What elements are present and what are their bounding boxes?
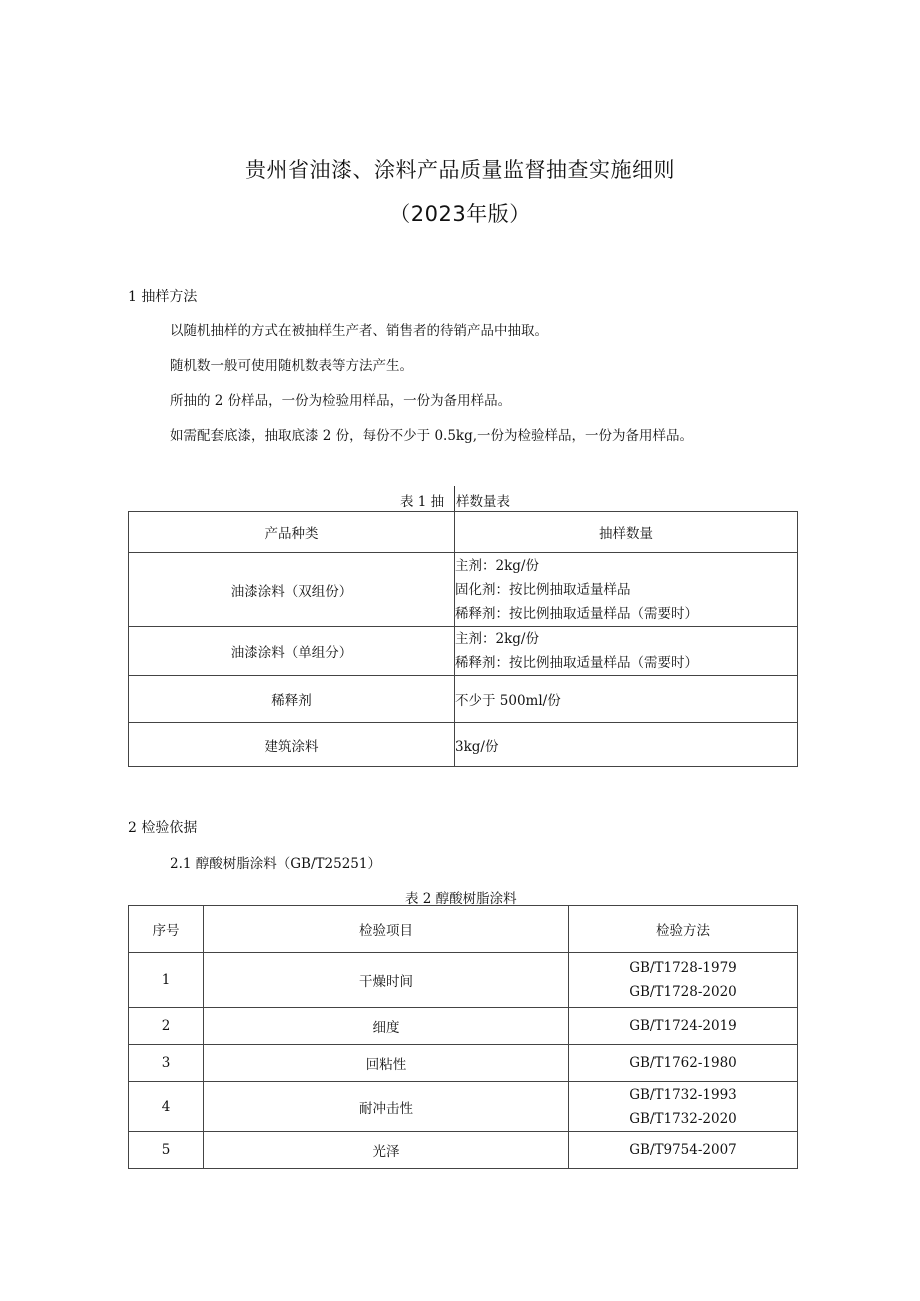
table-row (129, 676, 798, 723)
serial-number: 4 (129, 1082, 204, 1132)
document-subtitle: （2023年版） (389, 202, 531, 226)
subsection-heading: 2.1 醇酸树脂涂料（GB/T25251） (170, 856, 381, 872)
quantity-line: 稀释剂：按比例抽取适量样品（需要时） (455, 605, 698, 622)
product-category: 建筑涂料 (129, 723, 455, 767)
table-row (129, 1082, 798, 1132)
serial-number: 2 (129, 1008, 204, 1045)
inspection-item: 回粘性 (204, 1045, 569, 1082)
table-row (129, 627, 798, 676)
header-inspection-method: 检验方法 (569, 906, 798, 953)
inspection-method: GB/T1724-2019 (569, 1008, 798, 1045)
method-line: GB/T1732-2020 (629, 1110, 737, 1127)
product-category: 油漆涂料（单组分） (129, 627, 455, 676)
paragraph: 所抽的 2 份样品，一份为检验用样品，一份为备用样品。 (170, 393, 512, 409)
inspection-method (569, 1082, 798, 1132)
inspection-item: 干燥时间 (204, 953, 569, 1008)
table-header-row (129, 512, 798, 553)
header-product-category: 产品种类 (129, 512, 455, 553)
alkyd-resin-coating-table (128, 905, 798, 1169)
sampling-quantity: 不少于 500ml/份 (455, 676, 798, 723)
table-row (129, 953, 798, 1008)
table-row (129, 1132, 798, 1169)
serial-number: 3 (129, 1045, 204, 1082)
quantity-line: 主剂：2kg/份 (455, 557, 539, 574)
table-row (129, 1008, 798, 1045)
product-category: 油漆涂料（双组份） (129, 553, 455, 627)
quantity-line: 主剂：2kg/份 (455, 631, 539, 647)
method-line: GB/T1728-2020 (629, 984, 737, 1000)
method-line: GB/T1728-1979 (629, 960, 737, 976)
method-line: GB/T1732-1993 (629, 1086, 737, 1103)
inspection-item: 耐冲击性 (204, 1082, 569, 1132)
product-category: 稀释剂 (129, 676, 455, 723)
header-inspection-item: 检验项目 (204, 906, 569, 953)
inspection-item: 细度 (204, 1008, 569, 1045)
quantity-line: 固化剂：按比例抽取适量样品 (455, 581, 631, 598)
table-row (129, 1045, 798, 1082)
paragraph: 以随机抽样的方式在被抽样生产者、销售者的待销产品中抽取。 (170, 323, 548, 339)
serial-number: 5 (129, 1132, 204, 1169)
inspection-method: GB/T1762-1980 (569, 1045, 798, 1082)
inspection-item: 光泽 (204, 1132, 569, 1169)
table-2-caption: 表 2 醇酸树脂涂料 (405, 891, 517, 907)
quantity-line: 稀释剂：按比例抽取适量样品（需要时） (455, 655, 698, 671)
table-header-row (129, 906, 798, 953)
table-row (129, 723, 798, 767)
table-row (129, 553, 798, 627)
section-2-heading: 2 检验依据 (128, 820, 198, 836)
inspection-method (569, 953, 798, 1008)
table-1-caption-right: 样数量表 (456, 494, 510, 510)
section-1-heading: 1 抽样方法 (128, 289, 198, 305)
serial-number: 1 (129, 953, 204, 1008)
sampling-quantity-table (128, 511, 798, 767)
document-title: 贵州省油漆、涂料产品质量监督抽查实施细则 (245, 158, 675, 182)
sampling-quantity (455, 627, 798, 676)
paragraph: 如需配套底漆，抽取底漆 2 份，每份不少于 0.5kg,一份为检验样品，一份为备用样品。 (170, 428, 694, 444)
table-1-caption-left: 表 1 抽 (400, 494, 445, 510)
paragraph: 随机数一般可使用随机数表等方法产生。 (170, 358, 413, 374)
header-sampling-quantity: 抽样数量 (455, 512, 798, 553)
sampling-quantity: 3kg/份 (455, 723, 798, 767)
sampling-quantity (455, 553, 798, 627)
header-serial-number: 序号 (129, 906, 204, 953)
inspection-method: GB/T9754-2007 (569, 1132, 798, 1169)
caption-divider-line (454, 486, 455, 512)
